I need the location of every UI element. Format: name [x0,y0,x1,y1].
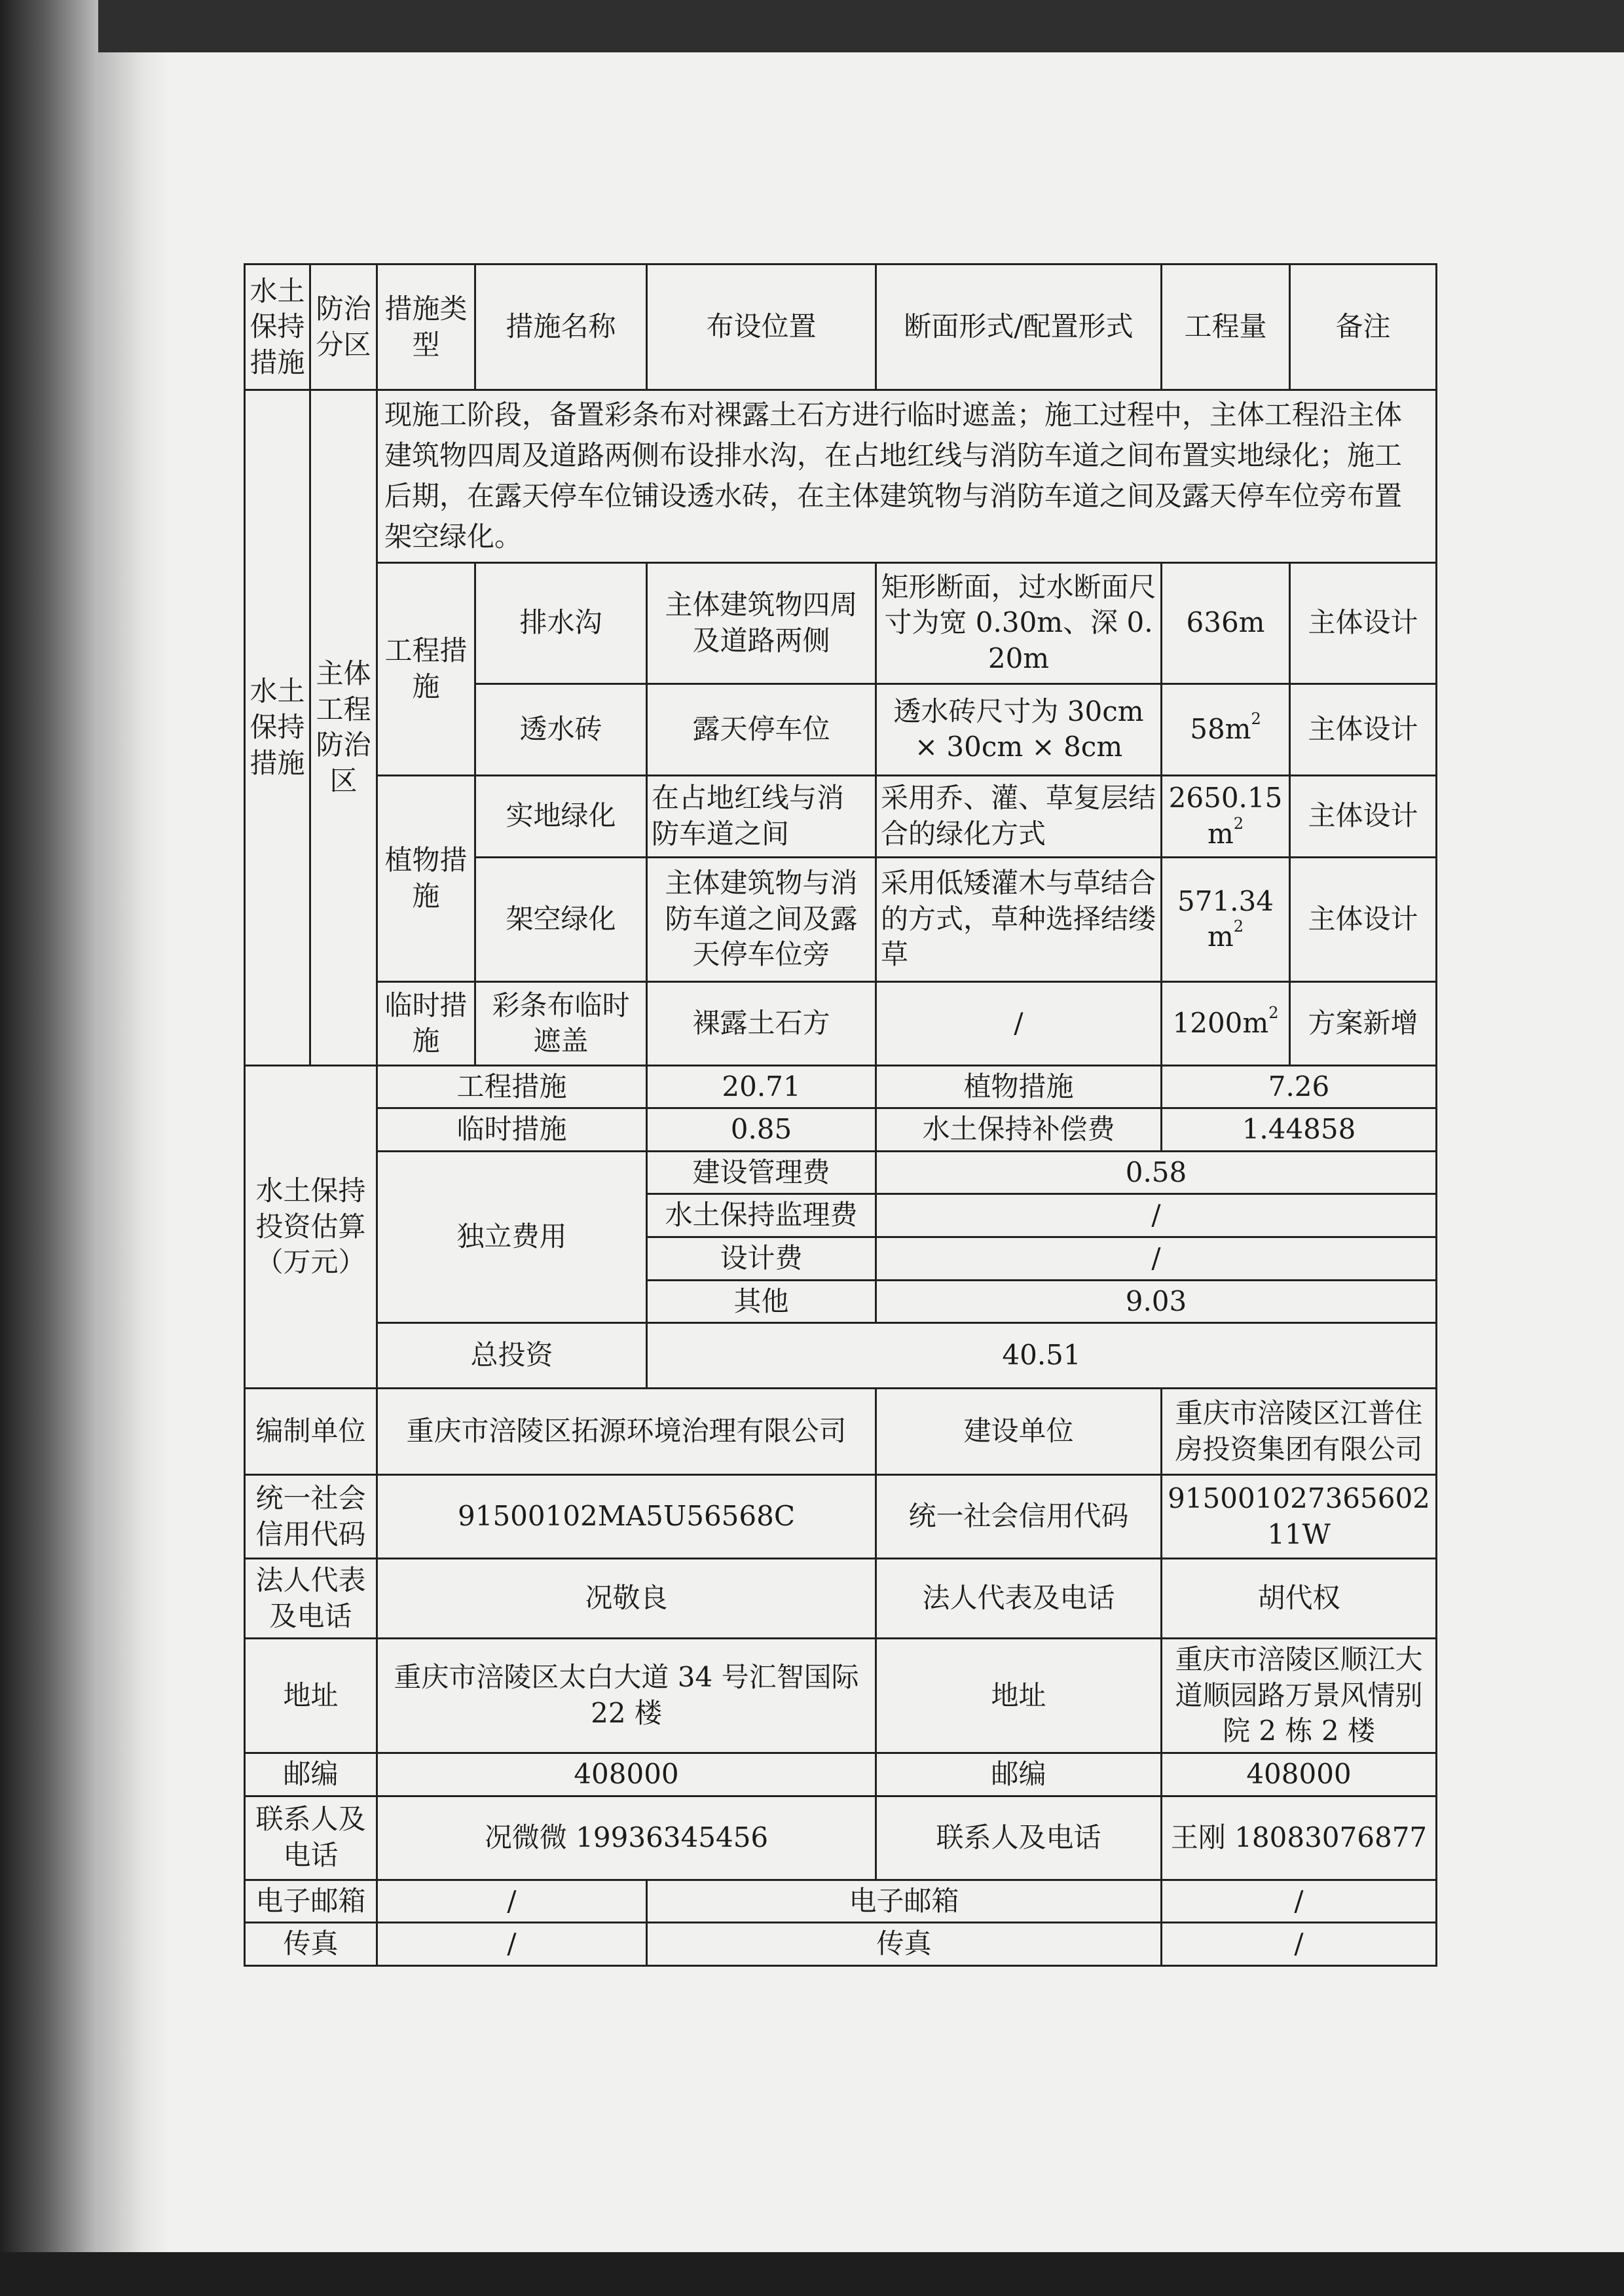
measure-quantity [1162,562,1290,683]
measure-quantity [1162,981,1290,1065]
scan-left-shadow [0,0,98,2296]
credit-code-label: 统一社会信用代码 [245,1475,377,1559]
unit-row [245,1880,1437,1923]
measure-location: 主体建筑物四周及道路两侧 [647,562,876,683]
builder-contact: 王刚 18083076877 [1162,1796,1437,1880]
investment-plant-value: 7.26 [1162,1065,1437,1108]
independent-item-label: 建设管理费 [647,1151,876,1194]
independent-item-label: 其他 [647,1280,876,1323]
address-label: 地址 [876,1639,1162,1753]
unit-row [245,1639,1437,1753]
table-header-row [245,264,1437,390]
quantity-unit-sup: 2 [1268,1003,1279,1022]
header-form: 断面形式/配置形式 [876,264,1162,390]
measures-description: 现施工阶段，备置彩条布对裸露土石方进行临时遮盖；施工过程中，主体工程沿主体建筑物四周及道路两侧布设排水沟，在占地红线与消防车道之间布置实地绿化；施工后期，在露天停车位铺设透水砖，在主体建筑物与消防车道之间及露天停车位旁布置架空绿化。 [377,390,1437,563]
compiler-contact: 况微微 19936345456 [377,1796,876,1880]
compiler-email: / [377,1880,647,1923]
type-plant: 植物措施 [377,775,475,981]
measure-form: 采用乔、灌、草复层结合的绿化方式 [876,775,1162,857]
compiler-label: 编制单位 [245,1389,377,1475]
independent-item-value: / [876,1237,1437,1281]
header-name: 措施名称 [475,264,647,390]
independent-item-value: 9.03 [876,1280,1437,1323]
compiler-address: 重庆市涪陵区太白大道 34 号汇智国际 22 楼 [377,1639,876,1753]
quantity-value: 1200m [1172,1006,1269,1039]
unit-row [245,1559,1437,1639]
investment-temporary-label: 临时措施 [377,1108,647,1152]
measure-location: 主体建筑物与消防车道之间及露天停车位旁 [647,857,876,981]
investment-temporary-value: 0.85 [647,1108,876,1152]
measure-quantity [1162,775,1290,857]
measure-form: 采用低矮灌木与草结合的方式，草种选择结缕草 [876,857,1162,981]
unit-row [245,1796,1437,1880]
measure-quantity [1162,683,1290,775]
compiler-fax: / [377,1923,647,1966]
independent-item-value: 0.58 [876,1151,1437,1194]
investment-engineering-value: 20.71 [647,1065,876,1108]
legal-rep-label: 法人代表及电话 [245,1559,377,1639]
builder-label: 建设单位 [876,1389,1162,1475]
builder-address: 重庆市涪陵区顺江大道顺园路万景风情别院 2 栋 2 楼 [1162,1639,1437,1753]
legal-rep-label: 法人代表及电话 [876,1559,1162,1639]
email-label: 电子邮箱 [647,1880,1162,1923]
type-temporary: 临时措施 [377,981,475,1065]
measure-name: 实地绿化 [475,775,647,857]
builder-email: / [1162,1880,1437,1923]
builder-credit-code: 91500102736560211W [1162,1475,1437,1559]
page-binding-shadow [98,52,170,2252]
independent-item-label: 水土保持监理费 [647,1194,876,1237]
measures-description-row [245,390,1437,563]
compiler-name: 重庆市涪陵区拓源环境治理有限公司 [377,1389,876,1475]
address-label: 地址 [245,1639,377,1753]
investment-total-row [245,1323,1437,1389]
header-type: 措施类型 [377,264,475,390]
type-engineering: 工程措施 [377,562,475,775]
measure-name: 排水沟 [475,562,647,683]
builder-name: 重庆市涪陵区江普住房投资集团有限公司 [1162,1389,1437,1475]
compiler-legal-rep: 况敬良 [377,1559,876,1639]
builder-legal-rep: 胡代权 [1162,1559,1437,1639]
zone-label: 主体工程防治区 [310,390,377,1066]
independent-item-value: / [876,1194,1437,1237]
total-investment-label: 总投资 [377,1323,647,1389]
quantity-value: 2650.15 m [1168,782,1283,850]
investment-engineering-label: 工程措施 [377,1065,647,1108]
measure-form: 透水砖尺寸为 30cm × 30cm × 8cm [876,683,1162,775]
measure-location: 在占地红线与消防车道之间 [647,775,876,857]
independent-item-label: 设计费 [647,1237,876,1281]
unit-row [245,1389,1437,1475]
quantity-value: 58m [1190,712,1251,745]
measure-quantity [1162,857,1290,981]
soil-water-conservation-table [244,263,1437,1967]
investment-row [245,1065,1437,1108]
measure-note: 主体设计 [1290,775,1437,857]
builder-postcode: 408000 [1162,1753,1437,1796]
investment-row [245,1108,1437,1152]
investment-compensation-label: 水土保持补偿费 [876,1108,1162,1152]
fax-label: 传真 [245,1923,377,1966]
measure-row [245,775,1437,857]
investment-plant-label: 植物措施 [876,1065,1162,1108]
header-quantity: 工程量 [1162,264,1290,390]
total-investment-value: 40.51 [647,1323,1437,1389]
scan-bottom-edge [0,2252,1624,2296]
measure-note: 主体设计 [1290,857,1437,981]
header-zone: 防治分区 [310,264,377,390]
header-location: 布设位置 [647,264,876,390]
investment-row [245,1151,1437,1194]
measure-name: 架空绿化 [475,857,647,981]
measure-note: 方案新增 [1290,981,1437,1065]
investment-compensation-value: 1.44858 [1162,1108,1437,1152]
header-measures: 水土保持措施 [245,264,310,390]
fax-label: 传真 [647,1923,1162,1966]
measure-note: 主体设计 [1290,562,1437,683]
quantity-unit-sup: 2 [1233,814,1244,833]
measure-location: 裸露土石方 [647,981,876,1065]
postcode-label: 邮编 [876,1753,1162,1796]
quantity-unit-sup: 2 [1233,917,1244,936]
credit-code-label: 统一社会信用代码 [876,1475,1162,1559]
measures-label: 水土保持措施 [245,390,310,1066]
measure-name: 彩条布临时遮盖 [475,981,647,1065]
contact-label: 联系人及电话 [245,1796,377,1880]
email-label: 电子邮箱 [245,1880,377,1923]
measure-row [245,562,1437,683]
measure-form: / [876,981,1162,1065]
quantity-value: 571.34m [1177,884,1274,953]
builder-fax: / [1162,1923,1437,1966]
contact-label: 联系人及电话 [876,1796,1162,1880]
measure-location: 露天停车位 [647,683,876,775]
unit-row [245,1475,1437,1559]
investment-label: 水土保持投资估算（万元） [245,1065,377,1389]
quantity-value: 636m [1186,606,1265,639]
unit-row [245,1753,1437,1796]
unit-row [245,1923,1437,1966]
header-note: 备注 [1290,264,1437,390]
measure-row [245,981,1437,1065]
measure-form: 矩形断面，过水断面尺寸为宽 0.30m、深 0.20m [876,562,1162,683]
measure-name: 透水砖 [475,683,647,775]
independent-cost-label: 独立费用 [377,1151,647,1322]
quantity-unit-sup: 2 [1251,709,1261,728]
document-page [98,52,1624,2252]
compiler-credit-code: 91500102MA5U56568C [377,1475,876,1559]
measure-note: 主体设计 [1290,683,1437,775]
postcode-label: 邮编 [245,1753,377,1796]
compiler-postcode: 408000 [377,1753,876,1796]
